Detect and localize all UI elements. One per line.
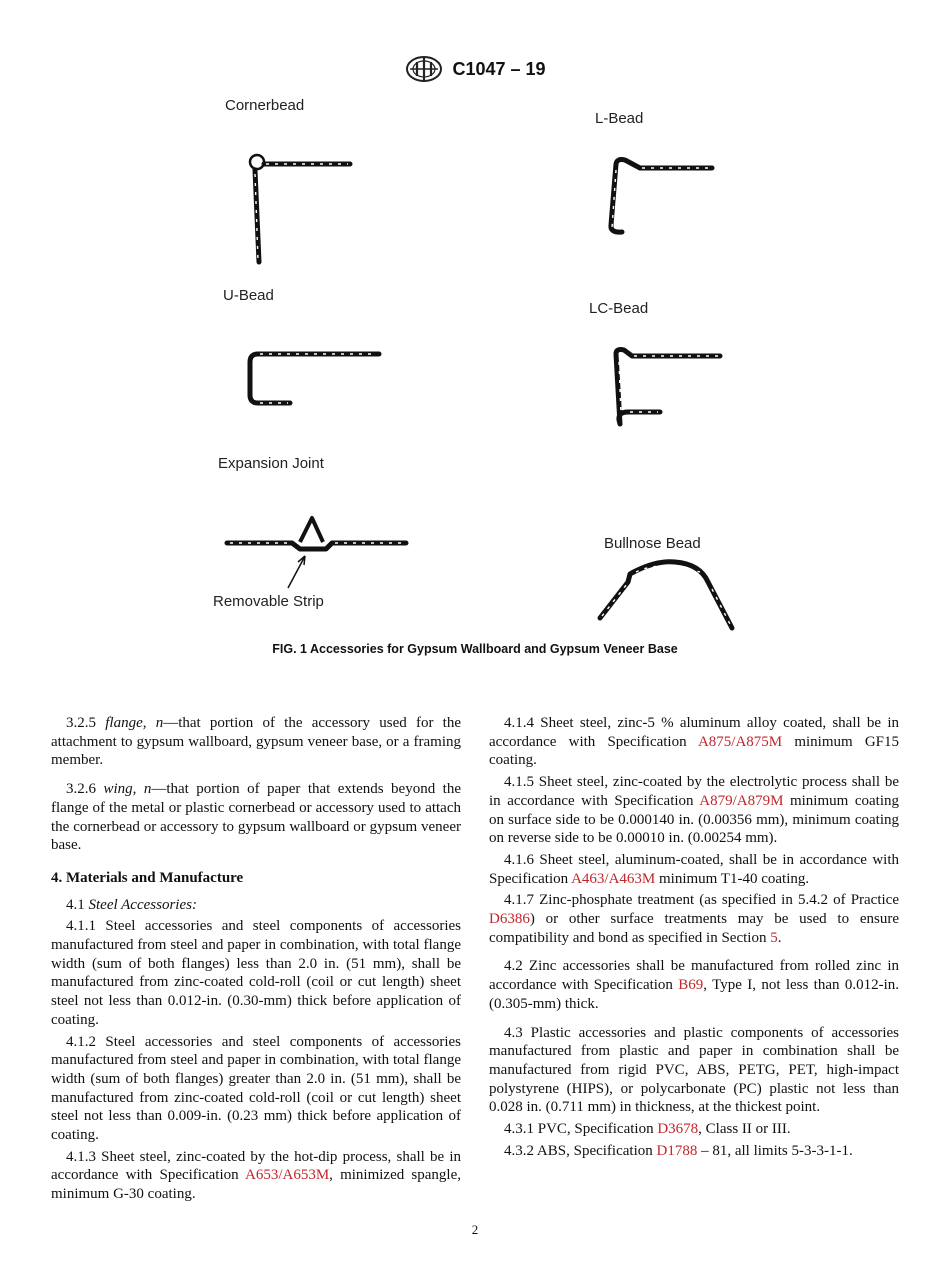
paragraph-3-2-6: 3.2.6 wing, n—that portion of paper that extends beyond the flange of the metal or plastic cornerbead or accessory used to attach the cornerbead or accessory to gypsum wallboard or gypsum veneer base. — [51, 781, 461, 854]
l-bead-label: L-Bead — [595, 110, 644, 127]
lc-bead-drawing — [616, 350, 720, 425]
lc-bead-label: LC-Bead — [589, 300, 649, 317]
link-section-5[interactable]: 5 — [770, 929, 778, 946]
section-4-heading: 4. Materials and Manufacture — [51, 869, 244, 886]
cornerbead-label: Cornerbead — [225, 97, 305, 114]
page-header — [0, 54, 950, 84]
bullnose-bead-drawing — [600, 562, 732, 628]
paragraph-4-1-5: 4.1.5 Sheet steel, zinc-coated by the electrolytic process shall be in accordance with Specification A879/A879M minimum coating on surface side to be 0.000140 in. (0.00356 mm), minimum coating on reverse side to be 0.00010 in. (0.00254 mm). — [489, 774, 899, 847]
figure-1 — [200, 90, 760, 640]
cornerbead-drawing — [250, 155, 350, 262]
standard-designation: C1047 – 19 — [452, 58, 546, 79]
right-column — [489, 714, 899, 1163]
u-bead-drawing — [250, 354, 379, 403]
link-d1788[interactable]: D1788 — [656, 1142, 698, 1159]
link-b69[interactable]: B69 — [678, 977, 704, 994]
link-a879[interactable]: A879/A879M — [699, 792, 784, 809]
link-a653[interactable]: A653/A653M — [244, 1167, 330, 1184]
astm-logo-icon — [404, 54, 444, 84]
bullnose-bead-label: Bullnose Bead — [604, 535, 701, 552]
expansion-joint-drawing — [227, 492, 406, 588]
paragraph-4-1-7: 4.1.7 Zinc-phosphate treatment (as specified in 5.4.2 of Practice D6386) or other surface treatments may be used to ensure compatibility and bond as specified in Section 5. — [489, 892, 899, 946]
l-bead-drawing — [611, 160, 712, 233]
paragraph-4-3-2: 4.3.2 ABS, Specification D1788 – 81, all limits 5-3-3-1-1. — [504, 1142, 853, 1159]
paragraph-4-1-1: 4.1.1 Steel accessories and steel components of accessories manufactured from steel and paper in combination, with total flange width (sum of both flanges) less than 2.0 in. (51 mm), shall be manufactured from zinc-coated cold-roll (coil or cut length) sheet steel not less than 0.012-in. (0.30-mm) thick before application of coating. — [51, 918, 461, 1028]
paragraph-4-1-4: 4.1.4 Sheet steel, zinc-5 % aluminum alloy coated, shall be in accordance with Specification A875/A875M minimum GF15 coating. — [489, 715, 900, 769]
paragraph-3-2-5: 3.2.5 flange, n—that portion of the accessory used for the attachment to gypsum wallboard, gypsum veneer base, or a framing member. — [51, 715, 462, 769]
figure-caption: FIG. 1 Accessories for Gypsum Wallboard and Gypsum Veneer Base — [272, 642, 678, 656]
paragraph-4-3-1: 4.3.1 PVC, Specification D3678, Class II or III. — [504, 1121, 791, 1138]
accessory-drawings — [200, 90, 760, 640]
paragraph-4-1-2: 4.1.2 Steel accessories and steel components of accessories manufactured from steel and paper in combination, with total flange width (sum of both flanges) greater than 2.0 in. (51 mm), shall be manufactured from zinc-coated cold-roll (coil or cut length) sheet steel not less than 0.009-in. (0.23 mm) thick before application of coating. — [51, 1033, 461, 1144]
link-a463[interactable]: A463/A463M — [571, 870, 656, 887]
left-column — [51, 714, 461, 1207]
paragraph-4-1-6: 4.1.6 Sheet steel, aluminum-coated, shall be in accordance with Specification A463/A463M minimum T1-40 coating. — [489, 851, 899, 887]
paragraph-4-1-3: 4.1.3 Sheet steel, zinc-coated by the hot-dip process, shall be in accordance with Specification A653/A653M, minimized spangle, minimum G-30 coating. — [51, 1148, 461, 1203]
removable-strip-label: Removable Strip — [213, 593, 324, 610]
expansion-joint-label: Expansion Joint — [218, 455, 324, 472]
page-number: 2 — [471, 1222, 479, 1237]
link-a875[interactable]: A875/A875M — [697, 733, 783, 750]
paragraph-4-1: 4.1 Steel Accessories: — [66, 896, 197, 913]
paragraph-4-2: 4.2 Zinc accessories shall be manufactured from rolled zinc in accordance with Specification B69, Type I, not less than 0.012-in. (0.305-mm) thick. — [489, 958, 900, 1012]
u-bead-label: U-Bead — [223, 287, 274, 304]
link-d3678[interactable]: D3678 — [657, 1121, 699, 1138]
paragraph-4-3: 4.3 Plastic accessories and plastic components of accessories manufactured from plastic and paper in combination shall be manufactured from rigid PVC, ABS, PETG, PET, high-impact polystyrene (HIPS), or polycarbonate (PC) plastic not less than 0.028 in. (0.711 mm) in thickness, at the thickest point. — [489, 1024, 899, 1116]
link-d6386[interactable]: D6386 — [489, 911, 530, 928]
